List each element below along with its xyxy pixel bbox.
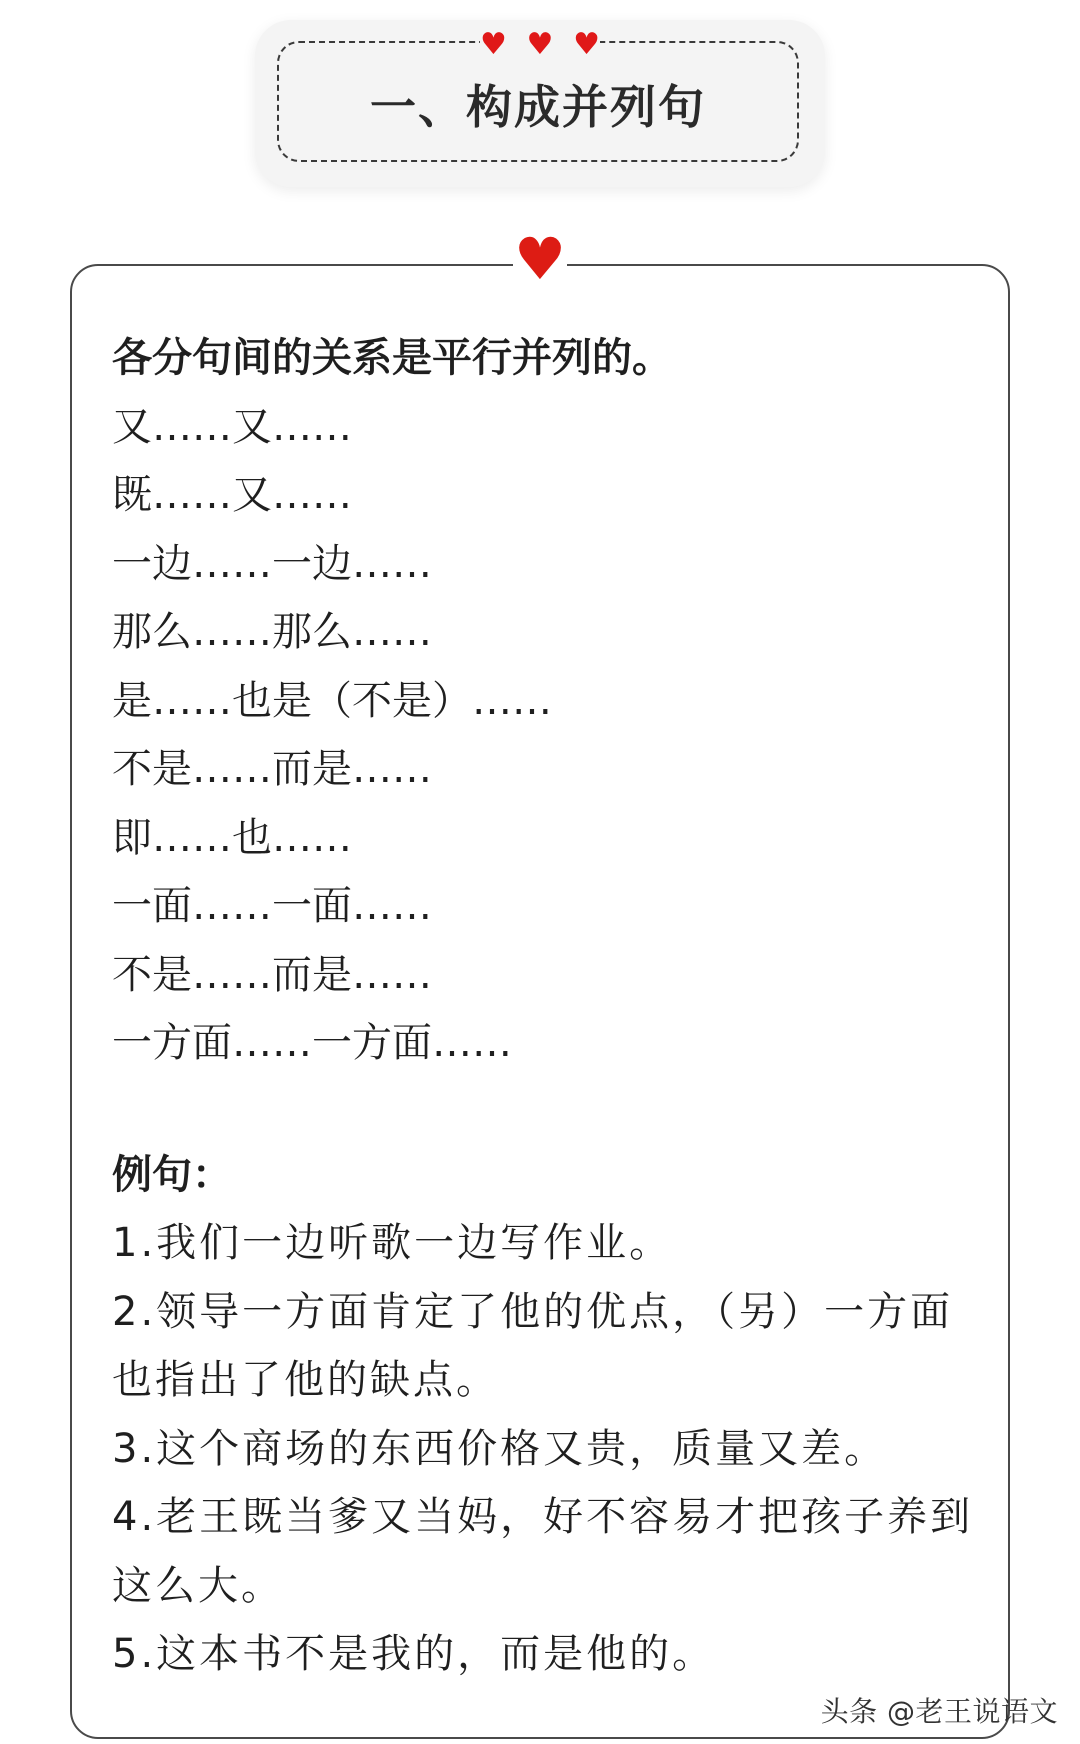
- pattern-item: 一边……一边……: [112, 540, 432, 587]
- pattern-item: 即……也……: [112, 814, 352, 861]
- pattern-item: 那么……那么……: [112, 609, 432, 655]
- heart-icon: ♥: [514, 225, 566, 293]
- pattern-item: 是……也是（不是）……: [112, 677, 552, 724]
- pattern-item: 既……又……: [112, 472, 352, 518]
- example-sentence: 4.老王既当爹又当妈，好不容易才把孩子养到这么大。: [112, 1494, 974, 1609]
- spacer: [112, 1078, 992, 1141]
- definition-text: 各分句间的关系是平行并列的。: [112, 335, 672, 381]
- heart-icon: ♥: [480, 27, 507, 62]
- content-body: [112, 324, 992, 1689]
- pattern-item: 不是……而是……: [112, 746, 432, 792]
- pattern-item: 一方面……一方面……: [112, 1020, 512, 1066]
- watermark: 头条 @老王说语文: [820, 1695, 1058, 1728]
- title-card: [255, 20, 825, 187]
- title-hearts: [480, 28, 600, 62]
- pattern-item: 一面……一面……: [112, 883, 432, 929]
- example-sentence: 3.这个商场的东西价格又贵，质量又差。: [112, 1425, 888, 1472]
- heart-icon: ♥: [526, 27, 554, 62]
- examples-heading: 例句：: [112, 1151, 232, 1198]
- example-sentence: 2.领导一方面肯定了他的优点，（另）一方面也指出了他的缺点。: [112, 1288, 954, 1403]
- example-sentence: 5.这本书不是我的，而是他的。: [112, 1631, 716, 1677]
- example-sentence: 1.我们一边听歌一边写作业。: [112, 1220, 673, 1266]
- page-title: 一、构成并列句: [370, 79, 706, 134]
- pattern-item: 不是……而是……: [112, 951, 432, 998]
- heart-icon: ♥: [573, 27, 600, 62]
- pattern-item: 又……又……: [112, 403, 352, 450]
